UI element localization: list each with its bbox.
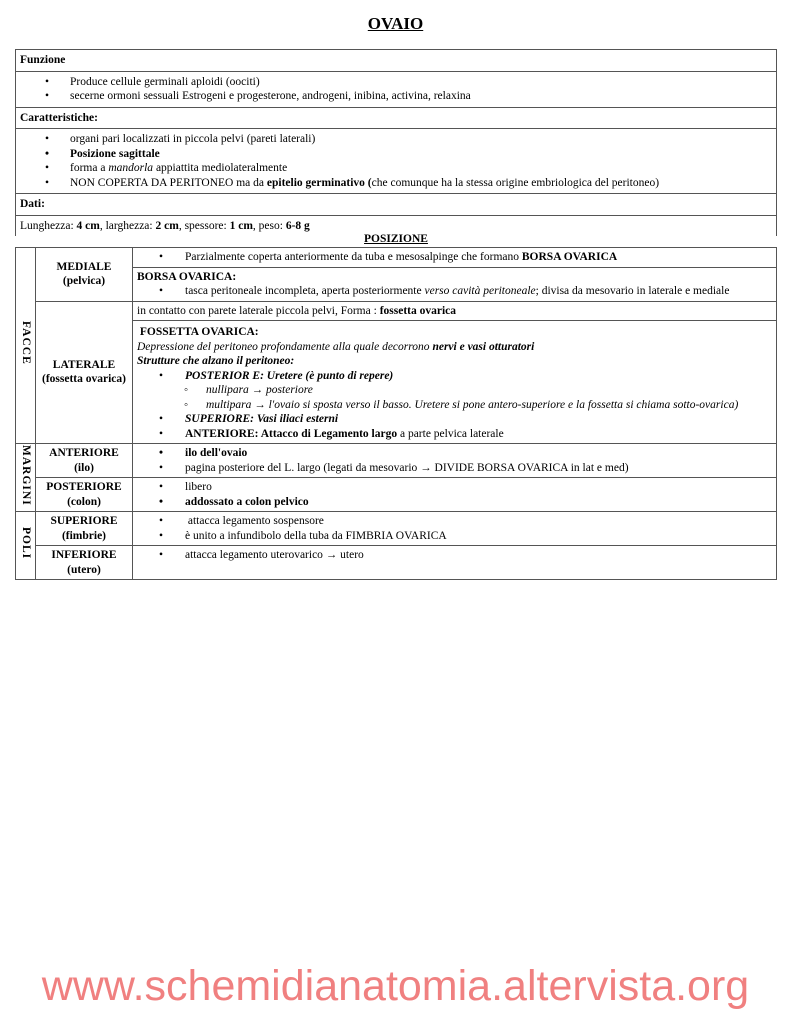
funzione-item: • Produce cellule germinali aploidi (oociti) — [20, 75, 772, 90]
posizione-title: POSIZIONE — [364, 233, 428, 245]
dati-header: Dati: — [16, 194, 777, 216]
summary-table — [15, 49, 777, 236]
caratteristiche-item: • forma a mandorla appiattita mediolateralmente — [20, 161, 772, 176]
poli-side-label: POLI — [16, 512, 36, 580]
laterale-row1: in contatto con parete laterale piccola pelvi, Forma : fossetta ovarica — [133, 301, 777, 321]
mediale-row1: • Parzialmente coperta anteriormente da tuba e mesosalpinge che formano BORSA OVARICA — [133, 248, 777, 268]
funzione-item: • secerne ormoni sessuali Estrogeni e progesterone, androgeni, inibina, activina, relaxina — [20, 89, 772, 104]
page-title: OVAIO — [367, 14, 424, 33]
polo-superiore-content: • attacca legamento sospensore • è unito a infundibolo della tuba da FIMBRIA OVARICA — [133, 512, 777, 546]
margine-posteriore-label: POSTERIORE (colon) — [36, 478, 133, 512]
laterale-row2: FOSSETTA OVARICA: Depressione del peritoneo profondamente alla quale decorrono nervi e vasi otturatori Strutture che alzano il peritoneo: • POSTERIOR E: Uretere (è punto di repere) ◦ nullipara → posteriore ◦ multipara → l'ovaio si sposta verso il basso. Uretere si pone antero-superiore e la fossetta si chiama sotto-ovarica) • SUPERIORE: Vasi iliaci esterni • ANTERIORE: Attacco di Legamento largo a parte pelvica laterale — [133, 321, 777, 444]
funzione-header: Funzione — [16, 50, 777, 72]
margine-anteriore-content: • ilo dell'ovaio • pagina posteriore del L. largo (legati da mesovario → DIVIDE BORSA OVARICA in lat e med) — [133, 444, 777, 478]
funzione-content — [16, 71, 777, 107]
polo-inferiore-label: INFERIORE (utero) — [36, 546, 133, 580]
margini-side-label: MARGINI — [16, 444, 36, 512]
laterale-label: LATERALE (fossetta ovarica) — [36, 301, 133, 444]
caratteristiche-content — [16, 129, 777, 194]
mediale-row2: BORSA OVARICA: • tasca peritoneale incompleta, aperta posteriormente verso cavità peritoneale; divisa da mesovario in laterale e mediale — [133, 267, 777, 301]
caratteristiche-item: • organi pari localizzati in piccola pelvi (pareti laterali) — [20, 132, 772, 147]
dati-content: Lunghezza: 4 cm, larghezza: 2 cm, spessore: 1 cm, peso: 6-8 g — [16, 215, 777, 236]
facce-side-label: FACCE — [16, 248, 36, 444]
caratteristiche-header: Caratteristiche: — [16, 107, 777, 129]
caratteristiche-item: • NON COPERTA DA PERITONEO ma da epitelio germinativo (che comunque ha la stessa origine embriologica del peritoneo) — [20, 176, 772, 191]
posizione-table — [15, 247, 777, 580]
watermark-url: www.schemidianatomia.altervista.org — [41, 962, 750, 1010]
mediale-label: MEDIALE (pelvica) — [36, 248, 133, 302]
margine-posteriore-content: • libero • addossato a colon pelvico — [133, 478, 777, 512]
margine-anteriore-label: ANTERIORE (ilo) — [36, 444, 133, 478]
caratteristiche-item: • Posizione sagittale — [20, 147, 772, 162]
polo-superiore-label: SUPERIORE (fimbrie) — [36, 512, 133, 546]
polo-inferiore-content: • attacca legamento uterovarico → utero — [133, 546, 777, 580]
